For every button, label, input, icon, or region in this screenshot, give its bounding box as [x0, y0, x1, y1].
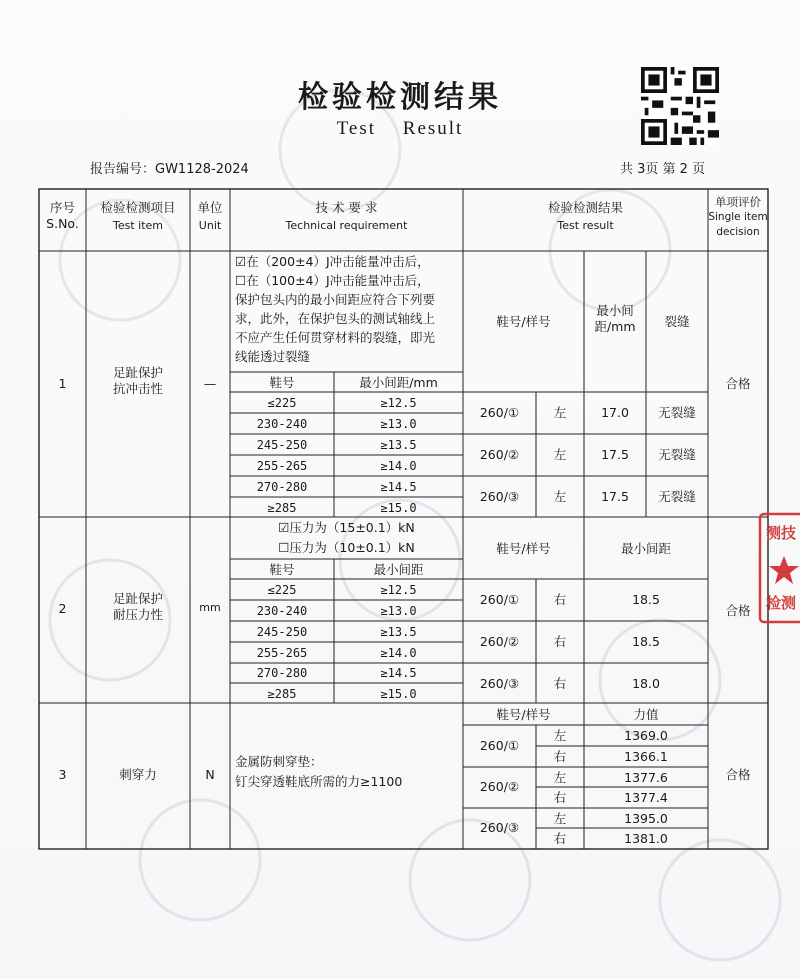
row2-req-line2: ☐压力为（10±0.1）kN — [278, 540, 415, 555]
col-res-header — [463, 200, 708, 234]
row3-unit: N — [205, 767, 215, 782]
row2-distance: 18.0 — [632, 676, 660, 691]
row2-side: 右 — [553, 592, 567, 607]
col-eval-cn: 单项评价 — [715, 195, 761, 209]
seal-stamp — [758, 512, 800, 624]
row1-distance: 17.5 — [601, 489, 629, 504]
row2-spec-size: ≥285 — [267, 687, 297, 701]
subtitle-test: Test — [336, 118, 377, 139]
row1-item-line1: 足趾保护 — [112, 365, 163, 380]
row3-sample: 260/① — [479, 738, 520, 753]
page-title: 检验检测结果 — [298, 80, 502, 115]
row1-spec-size: 245-250 — [256, 438, 308, 452]
row1-spec-min: ≥13.5 — [380, 438, 417, 452]
row1-spec-min: ≥13.0 — [380, 417, 417, 431]
row3-requirement — [235, 752, 460, 792]
row2-spec-h2: 最小间距 — [373, 562, 424, 577]
row1-distance: 17.5 — [601, 447, 629, 462]
row2-side: 右 — [553, 676, 567, 691]
row2-spec-size: 255-265 — [256, 646, 308, 660]
row3-force: 1377.4 — [624, 790, 668, 805]
row3-force: 1369.0 — [624, 728, 668, 743]
row1-spec-size: 255-265 — [256, 459, 308, 473]
row2-spec-size: ≤225 — [267, 583, 297, 597]
row1-spec-min: ≥14.0 — [380, 459, 417, 473]
row2-req-line1: ☑压力为（15±0.1）kN — [278, 520, 415, 535]
row1-spec-size: ≤225 — [267, 396, 297, 410]
row2-spec-min: ≥15.0 — [380, 687, 417, 701]
row3-side: 左 — [553, 811, 567, 826]
col-item-en: Test item — [112, 219, 163, 233]
row2-spec-size: 270-280 — [256, 666, 308, 680]
row3-side: 左 — [553, 770, 567, 785]
row2-item — [86, 591, 190, 624]
row2-res-h2: 最小间距 — [620, 541, 671, 556]
row1-res-h1: 鞋号/样号 — [496, 314, 551, 329]
row1-res-h2 — [584, 303, 646, 336]
col-no-cn: 序号 — [49, 200, 75, 215]
row3-res-h1: 鞋号/样号 — [496, 707, 551, 722]
row1-distance: 17.0 — [601, 405, 629, 420]
row1-spec-min: ≥14.5 — [380, 480, 417, 494]
row2-spec-h1: 鞋号 — [269, 562, 295, 577]
col-eval-en1: Single item — [708, 211, 768, 224]
row3-decision: 合格 — [725, 767, 751, 782]
row1-crack: 无裂缝 — [658, 489, 696, 504]
row2-item-line1: 足趾保护 — [112, 591, 163, 606]
row3-item: 刺穿力 — [119, 767, 157, 782]
row3-side: 右 — [553, 831, 567, 846]
row1-crack: 无裂缝 — [658, 405, 696, 420]
row2-spec-min: ≥12.5 — [380, 583, 417, 597]
row1-requirement — [235, 252, 463, 366]
col-unit-header — [190, 200, 230, 234]
row3-res-h2: 力值 — [633, 707, 659, 722]
row1-spec-h1: 鞋号 — [269, 375, 295, 390]
row1-res-h3: 裂缝 — [664, 314, 690, 329]
col-unit-en: Unit — [198, 219, 222, 233]
row1-sample: 260/③ — [479, 489, 520, 504]
row3-side: 右 — [553, 749, 567, 764]
row1-req-line: 求，此外，在保护包头的测试轴线上 — [235, 311, 436, 326]
col-req-en: Technical requirement — [285, 219, 408, 233]
row1-spec-size: 230-240 — [256, 417, 308, 431]
row1-unit: — — [203, 376, 217, 391]
row2-decision: 合格 — [725, 603, 751, 618]
row1-spec-min: ≥15.0 — [380, 501, 417, 515]
row1-res-h2a: 最小间 — [596, 303, 634, 318]
row1-spec-h2: 最小间距/mm — [359, 375, 438, 390]
row1-sample: 260/② — [479, 447, 520, 462]
row1-spec-size: 270-280 — [256, 480, 308, 494]
row2-spec-size: 230-240 — [256, 604, 308, 618]
row2-res-h1: 鞋号/样号 — [496, 541, 551, 556]
col-unit-cn: 单位 — [197, 200, 223, 215]
row2-no: 2 — [58, 601, 67, 616]
subtitle-result: Result — [402, 118, 464, 139]
row2-spec-min: ≥13.0 — [380, 604, 417, 618]
col-req-header — [230, 200, 463, 234]
row1-req-line: 线能透过裂缝 — [235, 349, 311, 364]
row2-item-line2: 耐压力性 — [112, 607, 163, 623]
row2-spec-min: ≥14.5 — [380, 666, 417, 680]
row2-spec-min: ≥14.0 — [380, 646, 417, 660]
row1-req-line: ☑在（200±4）J冲击能量冲击后， — [235, 254, 430, 269]
row2-sample: 260/③ — [479, 676, 520, 691]
row1-spec-size: ≥285 — [267, 501, 297, 515]
row3-force: 1377.6 — [624, 770, 668, 785]
row2-sample: 260/② — [479, 634, 520, 649]
row1-req-line: 保护包头内的最小间距应符合下列要 — [235, 292, 436, 307]
row3-req-line2: 钉尖穿透鞋底所需的力≥1100 — [235, 774, 403, 789]
row1-decision: 合格 — [725, 376, 751, 391]
row3-side: 右 — [553, 790, 567, 805]
row2-side: 右 — [553, 634, 567, 649]
col-no-header — [39, 200, 86, 233]
col-item-header — [86, 200, 190, 234]
row1-side: 左 — [553, 405, 567, 420]
row1-item-line2: 抗冲击性 — [112, 381, 163, 397]
col-res-cn: 检验检测结果 — [547, 200, 623, 215]
col-eval-en2: decision — [716, 225, 760, 238]
row3-side: 左 — [553, 728, 567, 743]
row2-spec-size: 245-250 — [256, 625, 308, 639]
row2-spec-min: ≥13.5 — [380, 625, 417, 639]
row2-distance: 18.5 — [632, 634, 660, 649]
row2-sample: 260/① — [479, 592, 520, 607]
col-no-en: S.No. — [46, 216, 79, 232]
report-number: 报告编号：GW1128-2024 — [90, 162, 249, 177]
col-item-cn: 检验检测项目 — [100, 200, 176, 215]
row1-item — [86, 365, 190, 398]
row1-res-h2b: 距/mm — [594, 319, 636, 335]
row2-distance: 18.5 — [632, 592, 660, 607]
row1-sample: 260/① — [479, 405, 520, 420]
row3-sample: 260/② — [479, 779, 520, 794]
col-eval-header — [708, 194, 768, 239]
row3-force: 1366.1 — [624, 749, 668, 764]
row3-sample: 260/③ — [479, 820, 520, 835]
row1-no: 1 — [58, 376, 67, 391]
row1-crack: 无裂缝 — [658, 447, 696, 462]
svg-text:测技: 测技 — [766, 524, 797, 542]
row1-req-line: ☐在（100±4）J冲击能量冲击后， — [235, 273, 430, 288]
row1-side: 左 — [553, 447, 567, 462]
row3-req-line1: 金属防刺穿垫： — [235, 754, 323, 769]
col-res-en: Test result — [557, 219, 614, 233]
row3-force: 1381.0 — [624, 831, 668, 846]
row2-unit: mm — [199, 601, 221, 614]
row3-force: 1395.0 — [624, 811, 668, 826]
row1-side: 左 — [553, 489, 567, 504]
col-req-cn: 技 术 要 求 — [315, 200, 378, 215]
page-info: 共 3页 第 2 页 — [620, 162, 706, 177]
row1-req-line: 不应产生任何贯穿材料的裂缝，即光 — [235, 330, 436, 345]
row3-no: 3 — [58, 767, 67, 782]
svg-text:检测: 检测 — [766, 594, 797, 612]
row1-spec-min: ≥12.5 — [380, 396, 417, 410]
